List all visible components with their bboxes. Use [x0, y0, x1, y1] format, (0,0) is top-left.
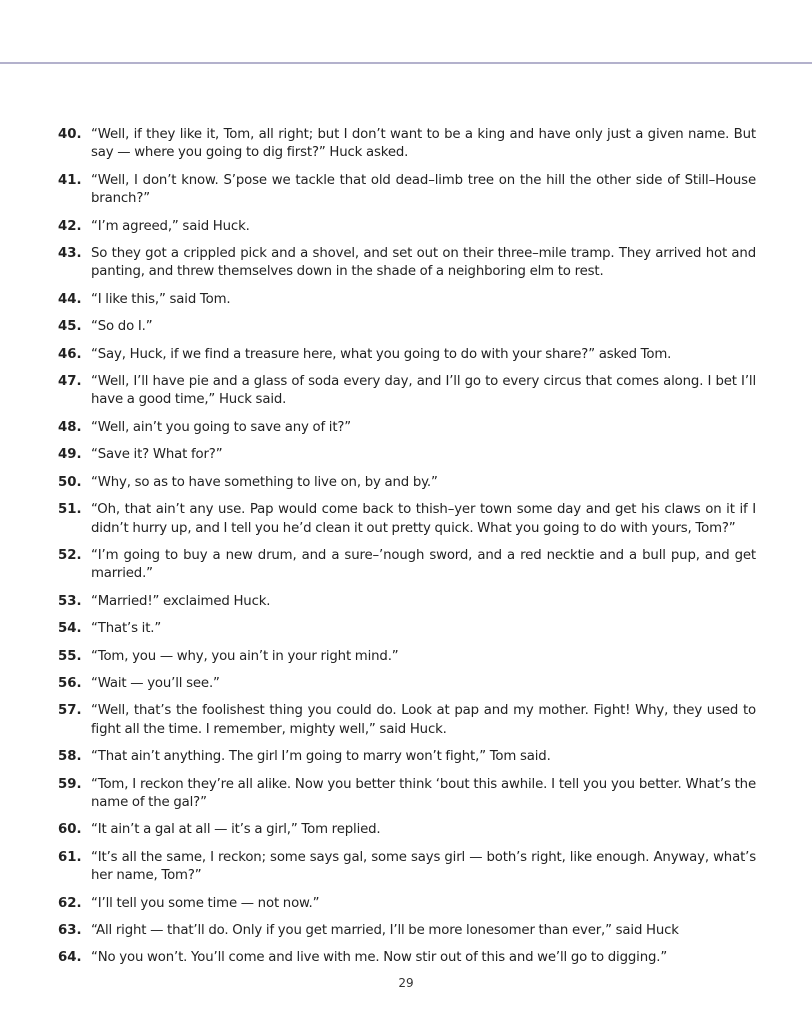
- paragraph-42: [58, 218, 756, 236]
- paragraph-number: 46.: [58, 346, 82, 362]
- paragraph-number: 63.: [58, 923, 82, 938]
- paragraph-text: “I’m going to buy a new drum, and a sure–’nough sword, and a red necktie and a bull pup, and get married.”: [91, 547, 756, 582]
- paragraph-number: 44.: [58, 291, 82, 307]
- paragraph-number: 55.: [58, 648, 82, 664]
- paragraph-number: 58.: [58, 749, 82, 765]
- paragraph-text: “Well, that’s the foolishest thing you could do. Look at pap and my mother. Fight! Why, they used to fight all the time. I remember, mighty well,” said Huck.: [91, 703, 756, 737]
- paragraph-text: “So do I.”: [91, 319, 153, 335]
- paragraph-60: [58, 821, 756, 839]
- paragraph-56: [58, 675, 756, 693]
- paragraph-text: “Wait — you’ll see.”: [91, 675, 220, 691]
- paragraph-number: 42.: [58, 218, 82, 234]
- paragraph-text: “All right — that’ll do. Only if you get married, I’ll be more lonesomer than ever,” said Huck: [91, 923, 679, 938]
- paragraph-number: 56.: [58, 675, 82, 691]
- paragraph-text: “Save it? What for?”: [91, 447, 223, 463]
- paragraph-45: [58, 318, 756, 336]
- paragraph-number: 59.: [58, 776, 82, 792]
- paragraph-55: [58, 648, 756, 666]
- paragraph-number: 60.: [58, 822, 82, 838]
- paragraph-53: [58, 593, 756, 611]
- numbered-paragraph-list: [58, 126, 756, 977]
- paragraph-number: 61.: [58, 849, 82, 865]
- paragraph-text: “That ain’t anything. The girl I’m going to marry won’t fight,” Tom said.: [91, 749, 551, 765]
- paragraph-text: “Say, Huck, if we find a treasure here, what you going to do with your share?” asked Tom.: [91, 346, 672, 362]
- paragraph-number: 41.: [58, 172, 82, 188]
- paragraph-text: “I’m agreed,” said Huck.: [91, 218, 250, 234]
- paragraph-47: [58, 373, 756, 410]
- paragraph-number: 50.: [58, 474, 82, 490]
- paragraph-64: [58, 949, 756, 967]
- paragraph-number: 53.: [58, 593, 82, 609]
- paragraph-44: [58, 291, 756, 309]
- paragraph-51: [58, 501, 756, 538]
- header-rule: [0, 62, 812, 64]
- paragraph-54: [58, 620, 756, 638]
- paragraph-text: “Married!” exclaimed Huck.: [91, 593, 271, 609]
- paragraph-48: [58, 419, 756, 437]
- paragraph-number: 52.: [58, 547, 82, 563]
- paragraph-number: 54.: [58, 621, 82, 637]
- paragraph-58: [58, 748, 756, 766]
- paragraph-number: 45.: [58, 319, 82, 335]
- paragraph-text: “Well, I’ll have pie and a glass of soda every day, and I’ll go to every circus that comes along. I bet I’ll have a good time,” Huck said.: [91, 374, 756, 408]
- paragraph-text: “Tom, I reckon they’re all alike. Now you better think ‘bout this awhile. I tell you you better. What’s the name of the gal?”: [91, 776, 756, 810]
- paragraph-number: 57.: [58, 703, 82, 719]
- paragraph-62: [58, 895, 756, 913]
- paragraph-text: “Oh, that ain’t any use. Pap would come back to thish–yer town some day and get his claws on it if I didn’t hurry up, and I tell you he’d clean it out pretty quick. What you going to do with yours, Tom?”: [91, 502, 756, 536]
- paragraph-41: [58, 172, 756, 209]
- paragraph-text: “I like this,” said Tom.: [91, 291, 231, 307]
- paragraph-text: “Tom, you — why, you ain’t in your right mind.”: [91, 648, 399, 664]
- paragraph-text: “It ain’t a gal at all — it’s a girl,” Tom replied.: [91, 822, 381, 838]
- paragraph-52: [58, 547, 756, 584]
- paragraph-text: So they got a crippled pick and a shovel, and set out on their three–mile tramp. They arrived hot and panting, and threw themselves down in the shade of a neighboring elm to rest.: [91, 246, 756, 280]
- paragraph-50: [58, 474, 756, 492]
- paragraph-number: 49.: [58, 447, 82, 463]
- paragraph-number: 62.: [58, 895, 82, 911]
- paragraph-text: “It’s all the same, I reckon; some says gal, some says girl — both’s right, like enough. Anyway, what’s her name, Tom?”: [91, 849, 756, 884]
- paragraph-46: [58, 346, 756, 364]
- paragraph-57: [58, 702, 756, 739]
- paragraph-text: “No you won’t. You’ll come and live with me. Now stir out of this and we’ll go to digging.”: [91, 950, 668, 966]
- paragraph-61: [58, 849, 756, 886]
- paragraph-40: [58, 126, 756, 163]
- paragraph-number: 48.: [58, 419, 82, 435]
- paragraph-number: 47.: [58, 374, 82, 390]
- paragraph-59: [58, 776, 756, 813]
- paragraph-number: 64.: [58, 950, 82, 966]
- paragraph-number: 40.: [58, 127, 82, 142]
- paragraph-text: “Well, if they like it, Tom, all right; but I don’t want to be a king and have only just a given name. But say — where you going to dig first?” Huck asked.: [91, 127, 756, 161]
- paragraph-text: “That’s it.”: [91, 621, 162, 637]
- page-number: 29: [398, 976, 414, 990]
- paragraph-text: “Well, ain’t you going to save any of it?”: [91, 419, 352, 435]
- paragraph-text: “I’ll tell you some time — not now.”: [91, 895, 320, 911]
- paragraph-43: [58, 245, 756, 282]
- paragraph-63: [58, 922, 756, 940]
- paragraph-text: “Well, I don’t know. S’pose we tackle that old dead–limb tree on the hill the other side of Still–House branch?”: [91, 172, 756, 207]
- paragraph-text: “Why, so as to have something to live on, by and by.”: [91, 474, 438, 490]
- paragraph-number: 51.: [58, 502, 82, 518]
- paragraph-49: [58, 446, 756, 464]
- paragraph-number: 43.: [58, 246, 82, 262]
